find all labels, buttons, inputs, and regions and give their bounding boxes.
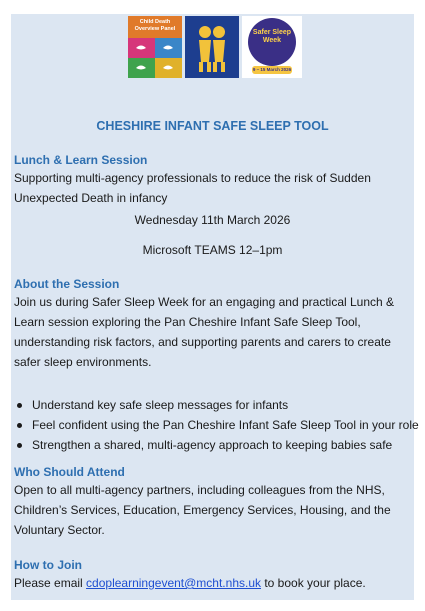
- about-heading: About the Session: [14, 277, 120, 291]
- how-join-text: [14, 573, 410, 593]
- safer-sleep-week-logo: [242, 16, 302, 78]
- how-join-heading: How to Join: [14, 558, 82, 572]
- list-item: Strengthen a shared, multi-agency approach to keeping babies safe: [14, 435, 412, 455]
- lunch-learn-heading: Lunch & Learn Session: [14, 153, 148, 167]
- how-join-suffix: to book your place.: [261, 576, 366, 590]
- event-venue: Microsoft TEAMS 12–1pm: [142, 243, 283, 257]
- safer-sleep-week-dates: 9 – 15 March 2026: [252, 67, 292, 72]
- children-figures-logo: [185, 16, 239, 78]
- child-death-overview-panel-logo: [128, 16, 182, 78]
- flyer-body: [11, 14, 419, 600]
- lunch-learn-text: Supporting multi-agency professionals to reduce the risk of Sudden Unexpected Death in infancy: [14, 171, 371, 205]
- bird-tiles-icon: [128, 38, 182, 78]
- who-attend-heading: Who Should Attend: [14, 465, 125, 479]
- list-item: Understand key safe sleep messages for infants: [14, 395, 412, 415]
- about-text: Join us during Safer Sleep Week for an engaging and practical Lunch & Learn session exploring the Pan Cheshire Infant Safe Sleep Tool, understanding risk factors, and supporting parents and carers to create safer sleep environments.: [14, 295, 395, 369]
- how-join-prefix: Please email: [14, 576, 87, 590]
- event-date: Wednesday 11th March 2026: [134, 213, 291, 227]
- safer-sleep-week-text: Safer Sleep Week: [252, 29, 292, 44]
- page-title: CHESHIRE INFANT SAFE SLEEP TOOL: [96, 119, 329, 133]
- about-bullet-list: [14, 395, 419, 455]
- panel-logo-text: Child Death Overview Panel: [128, 16, 182, 38]
- list-item: Feel confident using the Pan Cheshire Infant Safe Sleep Tool in your role: [14, 415, 412, 435]
- booking-email-link[interactable]: cdoplearningevent@mcht.nhs.uk: [86, 576, 261, 590]
- who-attend-text: Open to all multi-agency partners, including colleagues from the NHS, Children’s Services, Education, Emergency Services, Housing, and the Voluntary Sector.: [14, 483, 391, 537]
